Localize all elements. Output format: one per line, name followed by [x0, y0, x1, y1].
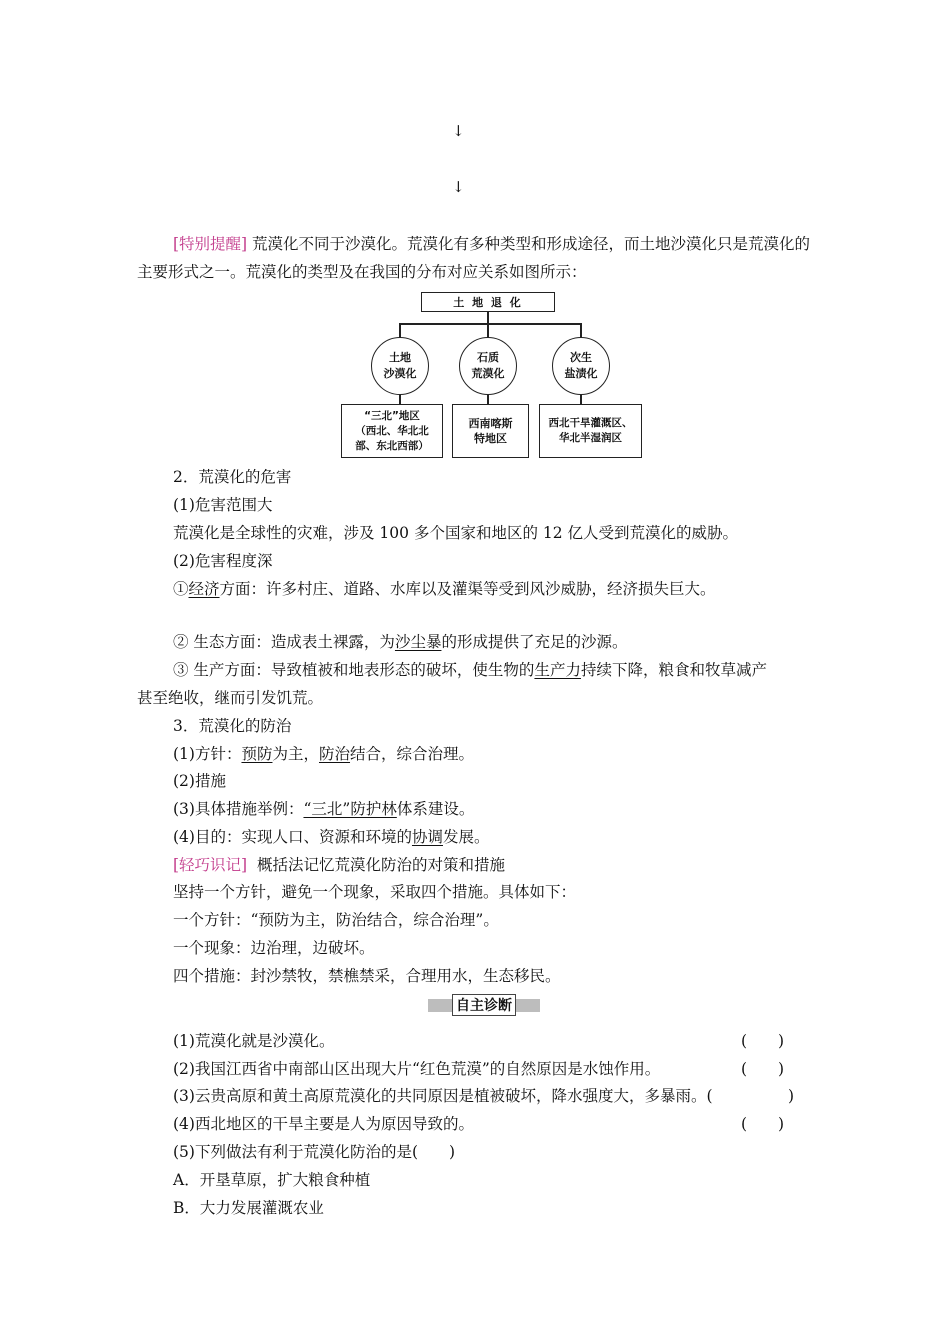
memory-tag: [轻巧识记] — [173, 856, 248, 874]
policy-kw1: 预防 — [241, 745, 273, 763]
answer-blank: ( ) — [741, 1115, 785, 1133]
option-b: B．大力发展灌溉农业 — [173, 1199, 324, 1217]
memory-text: 概括法记忆荒漠化防治的对策和措施 — [256, 856, 505, 874]
example-line — [173, 798, 474, 820]
connector — [399, 323, 401, 338]
question-3: (3)云贵高原和黄土高原荒漠化的共同原因是植被破坏，降水强度大，多暴雨。( — [173, 1087, 713, 1105]
banner-bar-right — [516, 999, 540, 1012]
banner-bar-left — [428, 999, 452, 1012]
production-line-2: 甚至绝收，继而引发饥荒。 — [137, 689, 324, 707]
econ-rest: 方面：许多村庄、道路、水库以及灌渠等受到风沙威胁，经济损失巨大。 — [219, 580, 716, 598]
econ-prefix: ① — [173, 580, 189, 598]
type-circle-sand: 土地 沙漠化 — [371, 337, 429, 395]
answer-blank: ( ) — [741, 1060, 785, 1078]
section2-p1: 荒漠化是全球性的灾难，涉及 100 多个国家和地区的 12 亿人受到荒漠化的威胁。 — [173, 524, 739, 542]
question-1: (1)荒漠化就是沙漠化。 — [173, 1032, 335, 1050]
answer-blank-close: ) — [788, 1087, 795, 1105]
memory-l4: 四个措施：封沙禁牧，禁樵禁采，合理用水，生态移民。 — [173, 967, 561, 985]
self-diagnosis-banner — [428, 994, 540, 1016]
example-keyword: “三北”防护林 — [303, 800, 397, 818]
memory-line — [173, 854, 505, 876]
down-arrow-icon: ↓ — [452, 122, 465, 140]
policy-kw2: 防治 — [319, 745, 351, 763]
option-a: A．开垦草原，扩大粮食种植 — [173, 1171, 371, 1189]
memory-l2: 一个方针：“预防为主，防治结合，综合治理”。 — [173, 911, 499, 929]
prod-post: 持续下降，粮食和牧草减产 — [580, 661, 767, 679]
region-box-northwest: 西北干旱灌溉区、 华北半湿润区 — [539, 404, 642, 458]
section2-h2: (2)危害程度深 — [173, 552, 273, 570]
diagram-root: 土 地 退 化 — [421, 292, 555, 312]
economic-line — [173, 578, 716, 600]
connector — [580, 323, 582, 338]
down-arrow-icon: ↓ — [452, 178, 465, 196]
goal-post: 发展。 — [442, 828, 490, 846]
memory-l1: 坚持一个方针，避免一个现象，采取四个措施。具体如下： — [173, 883, 577, 901]
question-5: (5)下列做法有利于荒漠化防治的是( ) — [173, 1143, 456, 1161]
connector — [399, 323, 581, 325]
region-box-southwest: 西南喀斯 特地区 — [452, 404, 529, 458]
prod-pre: ③ 生产方面：导致植被和地表形态的破坏，使生物的 — [173, 661, 535, 679]
policy-pre: (1)方针： — [173, 745, 242, 763]
answer-blank: ( ) — [741, 1032, 785, 1050]
example-pre: (3)具体措施举例： — [173, 800, 304, 818]
question-4: (4)西北地区的干旱主要是人为原因导致的。 — [173, 1115, 474, 1133]
type-circle-rock: 石质 荒漠化 — [459, 337, 517, 395]
type-circle-salt: 次生 盐渍化 — [552, 337, 610, 395]
econ-keyword: 经济 — [188, 580, 220, 598]
policy-mid: 为主， — [272, 745, 319, 763]
prod-keyword: 生产力 — [534, 661, 581, 679]
special-tip-text: 荒漠化不同于沙漠化。荒漠化有多种类型和形成途径，而土地沙漠化只是荒漠化的主要形式之一。荒漠化的类型及在我国的分布对应关系如图所示： — [137, 235, 811, 281]
goal-line — [173, 826, 490, 848]
connector — [487, 323, 489, 338]
section2-h1: (1)危害范围大 — [173, 496, 273, 514]
policy-line — [173, 743, 474, 765]
eco-post: 的形成提供了充足的沙源。 — [441, 633, 628, 651]
measures-heading: (2)措施 — [173, 772, 226, 790]
example-post: 体系建设。 — [396, 800, 475, 818]
goal-pre: (4)目的：实现人口、资源和环境的 — [173, 828, 412, 846]
memory-l3: 一个现象：边治理，边破坏。 — [173, 939, 375, 957]
production-line — [173, 659, 767, 681]
eco-pre: ② 生态方面：造成表土裸露，为 — [173, 633, 395, 651]
ecology-line — [173, 631, 627, 653]
question-2: (2)我国江西省中南部山区出现大片“红色荒漠”的自然原因是水蚀作用。 — [173, 1060, 661, 1078]
special-tip-paragraph — [137, 230, 817, 286]
policy-post: 结合，综合治理。 — [350, 745, 475, 763]
banner-title: 自主诊断 — [452, 994, 516, 1016]
section2-heading: 2．荒漠化的危害 — [173, 468, 292, 486]
section3-heading: 3．荒漠化的防治 — [173, 717, 292, 735]
region-box-north: “三北”地区 （西北、华北北 部、东北西部） — [341, 404, 443, 458]
goal-keyword: 协调 — [411, 828, 443, 846]
special-tip-tag: [特别提醒] — [173, 235, 248, 253]
eco-keyword: 沙尘暴 — [394, 633, 442, 651]
